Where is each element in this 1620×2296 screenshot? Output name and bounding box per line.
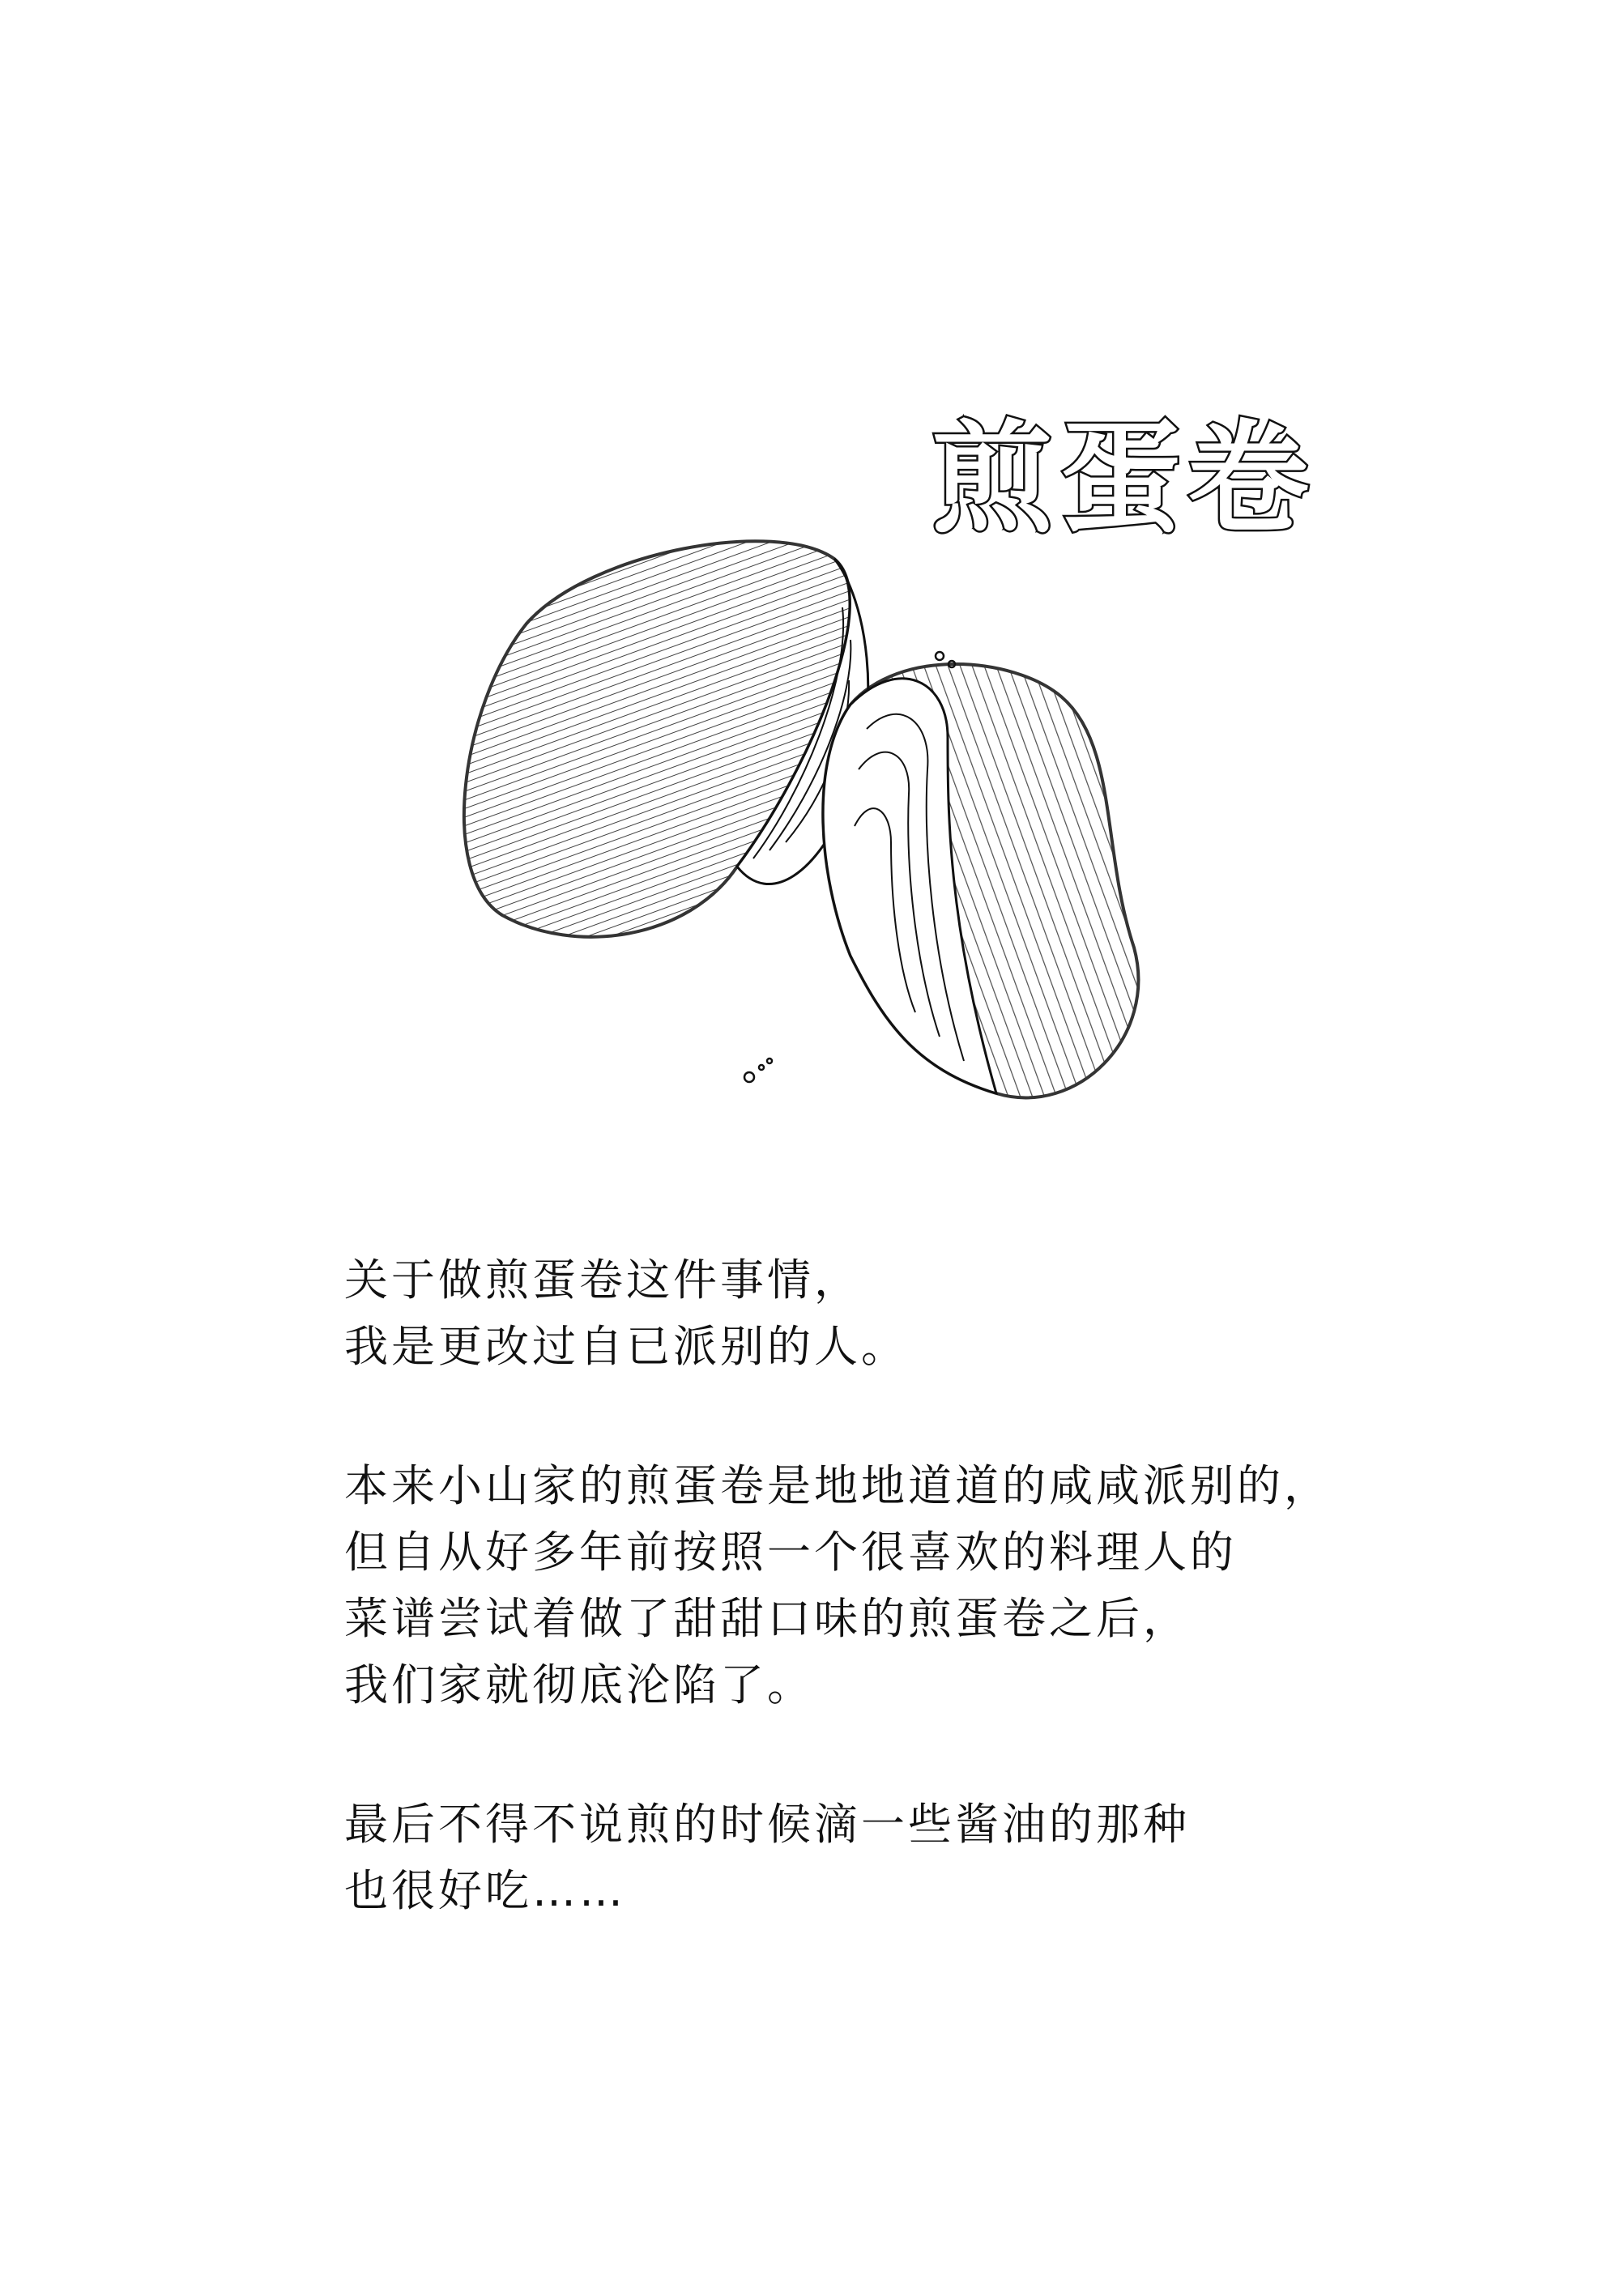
text-line: 关于做煎蛋卷这件事情， bbox=[344, 1254, 861, 1306]
text-line: 也很好吃…… bbox=[344, 1865, 626, 1916]
paragraph bbox=[344, 1453, 1331, 1719]
omelette-roll-illustration bbox=[429, 502, 1191, 1150]
text-line: 最后不得不说煎的时候滴一些酱油的那种 bbox=[344, 1799, 1190, 1850]
left-omelette-slice bbox=[464, 541, 868, 937]
text-line: 菜谱尝试着做了甜甜口味的煎蛋卷之后， bbox=[344, 1593, 1190, 1644]
paragraph bbox=[344, 1791, 1331, 1924]
right-omelette-slice bbox=[823, 664, 1138, 1097]
text-line: 我是更改过自已派别的人。 bbox=[344, 1321, 908, 1372]
text-line: 我们家就彻底沦陷了。 bbox=[344, 1659, 814, 1710]
text-line: 但自从好多年前按照一个很喜欢的料理人的 bbox=[344, 1527, 1237, 1578]
body-text bbox=[344, 1247, 1331, 1997]
page-title: 煎蛋卷 bbox=[932, 409, 1316, 550]
paragraph bbox=[344, 1247, 1331, 1380]
text-line: 本来小山家的煎蛋卷是地地道道的咸咸派别的， bbox=[344, 1460, 1331, 1511]
